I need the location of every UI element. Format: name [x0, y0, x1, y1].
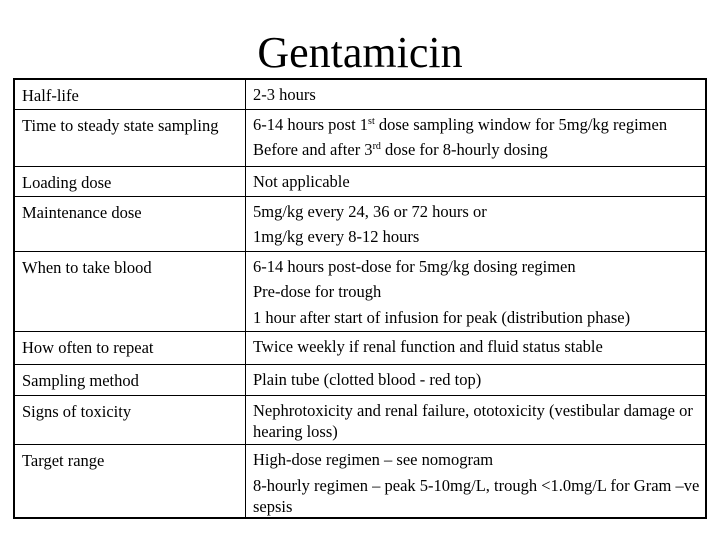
drug-info-table [13, 78, 707, 519]
row-label: How often to repeat [14, 331, 246, 364]
table-row-steady-state [14, 109, 706, 166]
row-label: Signs of toxicity [14, 395, 246, 444]
value-line: 1 hour after start of infusion for peak (distribution phase) [253, 307, 631, 327]
value-line: 1mg/kg every 8-12 hours [253, 227, 420, 246]
table-row-half-life [14, 79, 706, 109]
row-label: Half-life [14, 79, 246, 109]
row-value [246, 395, 707, 444]
row-label: Time to steady state sampling [14, 109, 246, 166]
value-line: 6-14 hours post 1st dose sampling window for 5mg/kg regimen [253, 114, 668, 134]
value-line: Twice weekly if renal function and fluid status stable [253, 336, 603, 356]
table-row-when-to-take-blood [14, 251, 706, 331]
row-value [246, 196, 707, 251]
row-value [246, 166, 707, 196]
value-line: Nephrotoxicity and renal failure, ototoxicity (vestibular damage or hearing loss) [253, 400, 693, 441]
row-label: Sampling method [14, 364, 246, 395]
value-line: Plain tube (clotted blood - red top) [253, 369, 482, 389]
table-row-maintenance-dose [14, 196, 706, 251]
value-line: High-dose regimen – see nomogram [253, 449, 494, 469]
row-value [246, 444, 707, 518]
row-value [246, 251, 707, 331]
row-label: When to take blood [14, 251, 246, 331]
row-value [246, 79, 707, 109]
table-row-how-often [14, 331, 706, 364]
value-line: 6-14 hours post-dose for 5mg/kg dosing regimen [253, 256, 576, 276]
table-row-sampling-method [14, 364, 706, 395]
table-row-toxicity [14, 395, 706, 444]
value-line: Not applicable [253, 171, 350, 191]
value-line: 5mg/kg every 24, 36 or 72 hours or [253, 201, 487, 221]
row-value [246, 109, 707, 166]
row-label: Target range [14, 444, 246, 518]
value-line: 2-3 hours [253, 85, 316, 104]
row-value [246, 331, 707, 364]
page-title: Gentamicin [257, 28, 463, 77]
table-row-target-range [14, 444, 706, 518]
row-label: Maintenance dose [14, 196, 246, 251]
value-line: Pre-dose for trough [253, 282, 382, 301]
table-row-loading-dose [14, 166, 706, 196]
row-label: Loading dose [14, 166, 246, 196]
value-line: 8-hourly regimen – peak 5-10mg/L, trough <1.0mg/L for Gram –ve sepsis [253, 476, 700, 516]
row-value [246, 364, 707, 395]
value-line: Before and after 3rd dose for 8-hourly dosing [253, 140, 548, 159]
